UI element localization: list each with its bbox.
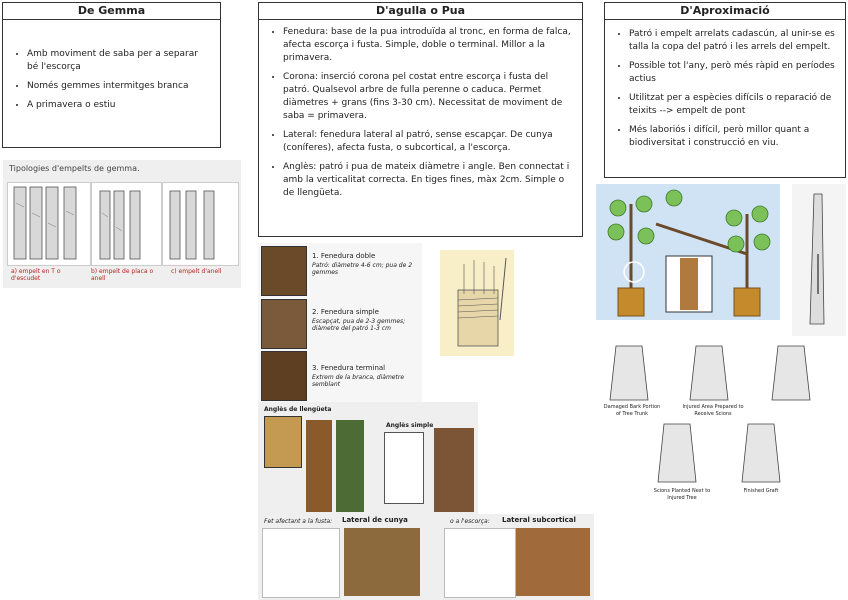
corona-sketch [440,250,514,356]
gemma-panel-title: Tipologies d'empelts de gemma. [9,164,140,173]
bridge-caption: Finished Graft [743,488,779,494]
gemma-item: • A primavera o estiu [27,99,212,112]
lateral-sketch [262,528,340,598]
gemma-title: De Gemma [3,3,220,20]
bridge-steps-drawing [596,342,846,500]
bridge-steps-panel [596,342,846,500]
lateral-left-prefix: Fet afectant a la fusta: [264,518,333,525]
fenedura-title: 1. Fenedura doble [312,252,376,260]
bridge-caption: Scions Planted Next to Injured Tree [653,488,711,501]
fenedura-photo [261,351,307,401]
fenedura-panel [258,243,422,403]
angles-photo [264,416,302,468]
fenedura-desc: Escapçat, pua de 2-3 gemmes; diàmetre del patró 1-3 cm [312,318,406,332]
lateral-panel [258,514,594,600]
agulla-item: • Corona: inserció corona pel costat entre escorça i fusta del patró. Qualsevol arbre de fulla perenne o caduca. Permet diàmetres + grans (fins 3-30 cm). Necessitat de moviment de saba = primavera. [283,71,574,123]
gemma-types-panel [3,160,241,288]
lateral-photo [344,528,420,596]
aproximacio-title: D'Aproximació [605,3,845,20]
lateral-sketch [444,528,516,598]
fenedura-title: 2. Fenedura simple [312,308,379,316]
angles-photo [384,432,424,504]
angles-photo [336,420,364,512]
aproximacio-box [604,2,846,178]
agulla-box [258,2,583,237]
aproximacio-item: • Possible tot l'any, però més ràpid en períodes actius [629,60,837,86]
bridge-sketch-right [792,184,846,336]
agulla-item: • Anglès: patró i pua de mateix diàmetre i angle. Ben connectat i amb la verticalitat correcta. En tiges fines, màx 2cm. Simple o de llengüeta. [283,161,574,200]
angles-llengueta-label: Anglès de llengüeta [264,406,332,413]
gemma-caption-c: c) empelt d'anell [171,268,222,275]
aproximacio-item: • Més laboriós i difícil, però millor quant a biodiversitat i construcció en viu. [629,124,837,150]
angles-panel [258,402,478,514]
angles-photo [434,428,474,512]
angles-simple-label: Anglès simple [386,422,434,429]
gemma-caption-a: a) empelt en T o d'escudet [11,268,61,282]
agulla-title: D'agulla o Pua [259,3,582,20]
agulla-item: • Lateral: fenedura lateral al patró, sense escapçar. De cunya (coníferes), afecta fusta, o subcortical, a l'escorça. [283,129,574,155]
gemma-item: • Amb moviment de saba per a separar bé l'escorça [27,48,212,74]
gemma-illustration [7,182,239,266]
aproximacio-item: • Patró i empelt arrelats cadascún, al unir-se es talla la copa del patró i les arrels del empelt. [629,28,837,54]
bridge-sketch-drawing [792,184,846,336]
approach-illustration [596,184,780,320]
bridge-caption: Damaged Bark Portion of Tree Trunk [603,404,661,417]
lateral-right-bold: Lateral subcortical [502,516,576,524]
angles-photo [306,420,332,512]
fenedura-title: 3. Fenedura terminal [312,364,386,372]
lateral-left-bold: Lateral de cunya [342,516,408,524]
agulla-item: • Fenedura: base de la pua introduïda al tronc, en forma de falca, afecta escorça i fusta. Simple, doble o terminal. Millor a la primavera. [283,26,574,65]
gemma-item: • Només gemmes intermitges branca [27,80,212,93]
aproximacio-item: • Utilitzat per a espècies difícils o reparació de teixits --> empelt de pont [629,92,837,118]
fenedura-photo [261,246,307,296]
bark-strips-illustration [8,183,238,265]
gemma-caption-b: b) empelt de placa o anell [91,268,154,282]
lateral-right-prefix: o a l'escorça: [450,518,490,525]
fenedura-desc: Extrem de la branca, diàmetre semblant [312,374,405,388]
corona-drawing [440,250,514,356]
lateral-photo [516,528,590,596]
approach-drawing [596,184,780,320]
gemma-box [2,2,221,148]
fenedura-photo [261,299,307,349]
fenedura-desc: Patró: diàmetre 4-6 cm; pua de 2 gemmes [312,262,413,276]
bridge-caption: Injured Area Prepared to Receive Scions [682,404,744,417]
